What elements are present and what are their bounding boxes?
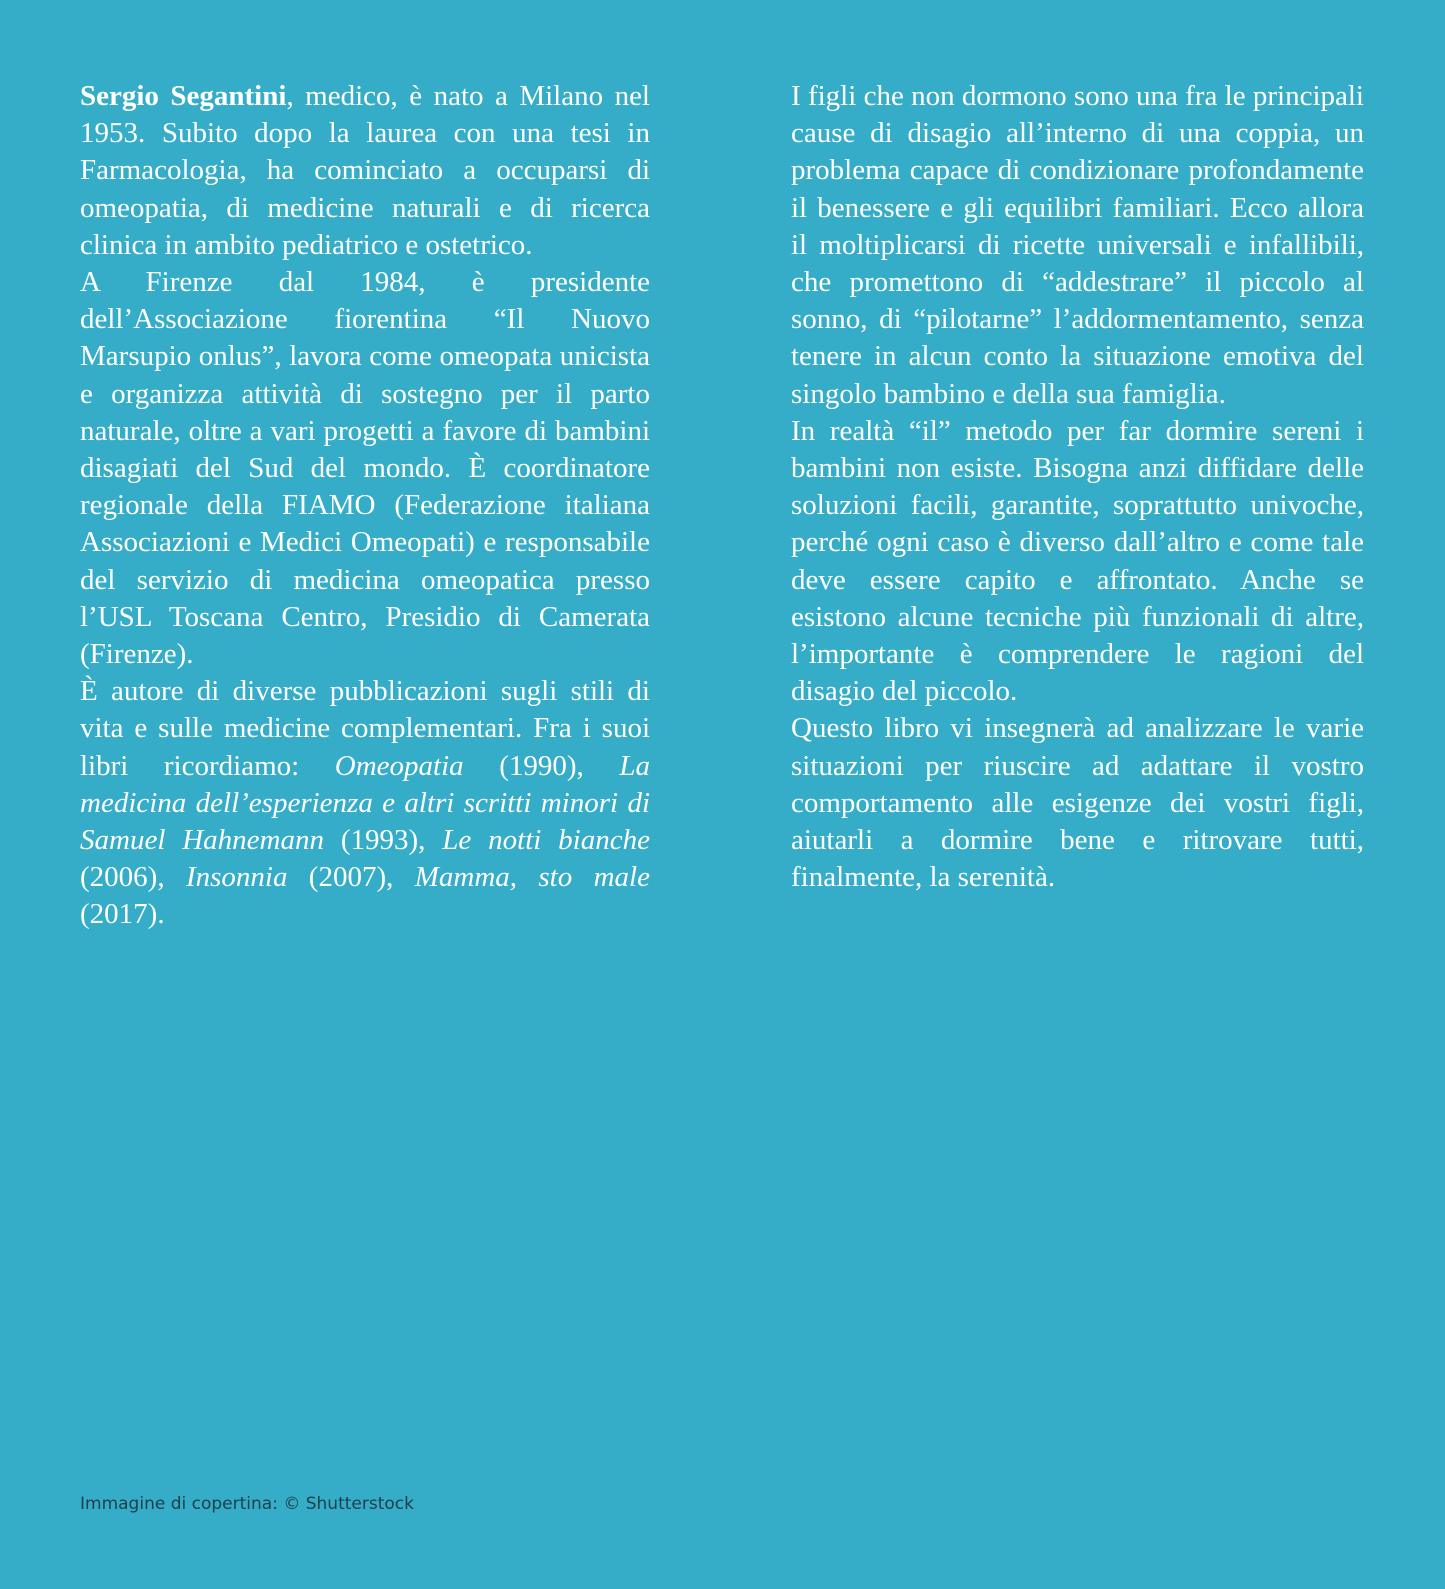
description-paragraph-1: I figli che non dormono sono una fra le principali cause di disagio all’interno di una coppia, un problema capace di condizionare profondamente il benessere e gli equilibri familiari. Ecco allora il moltiplicarsi di ricette universali e infallibili, che promettono di “addestrare” il piccolo al sonno, di “pilotarne” l’addormentamento, senza tenere in alcun conto la situazione emotiva del singolo bambino e della sua famiglia. (791, 80, 1364, 410)
bibliography-intro: È autore di diverse pubblicazioni sugli stili di vita e sulle medicine complementari. Fra i suoi libri ricordiamo: (80, 675, 650, 782)
author-name: Sergio Segantini (80, 80, 287, 112)
book-year: (1993), (324, 824, 443, 857)
book-title: La medicina dell’esperienza e altri scritti minori di Samuel Hahnemann (80, 749, 650, 857)
cover-image-credit: Immagine di copertina: © Shutterstock (80, 1494, 414, 1514)
book-description (791, 78, 1364, 896)
description-paragraph-2: In realtà “il” metodo per far dormire sereni i bambini non esiste. Bisogna anzi diffidare delle soluzioni facili, garantite, soprattutto univoche, perché ogni caso è diverso dall’altro e come tale deve essere capito e affrontato. Anche se esistono alcune tecniche più funzionali di altre, l’importante è comprendere le ragioni del disagio del piccolo. (791, 414, 1364, 708)
book-title: Omeopatia (334, 749, 464, 782)
author-bio-paragraph-2: A Firenze dal 1984, è presidente dell’Associazione fiorentina “Il Nuovo Marsupio onlus”, lavora come omeopata unicista e organizza attività di sostegno per il parto naturale, oltre a vari progetti a favore di bambini disagiati del Sud del mondo. È coordinatore regionale della FIAMO (Federazione italiana Associazioni e Medici Omeopati) e responsabile del servizio di medicina omeopatica presso l’USL Toscana Centro, Presidio di Camerata (Firenze). (80, 266, 650, 671)
author-bio-paragraph-3 (80, 673, 650, 933)
author-bio-paragraph-1 (80, 78, 650, 264)
description-paragraph-3: Questo libro vi insegnerà ad analizzare le varie situazioni per riuscire ad adattare il vostro comportamento alle esigenze dei vostri figli, aiutarli a dormire bene e ritrovare tutti, finalmente, la serenità. (791, 712, 1364, 894)
book-year: (2017). (80, 898, 165, 931)
author-bio-intro: , medico, è nato a Milano nel 1953. Subito dopo la laurea con una tesi in Farmacologia, ha cominciato a occuparsi di omeopatia, di medicine naturali e di ricerca clinica in ambito pediatrico e ostetrico. (80, 80, 650, 261)
book-year: (2006), (80, 861, 186, 894)
book-year: (2007), (287, 861, 415, 894)
book-title: Le notti bianche (442, 824, 650, 857)
book-title: Insonnia (185, 861, 288, 894)
book-year: (1990), (463, 749, 620, 782)
author-bio (80, 78, 650, 934)
book-title: Mamma, sto male (414, 861, 650, 894)
